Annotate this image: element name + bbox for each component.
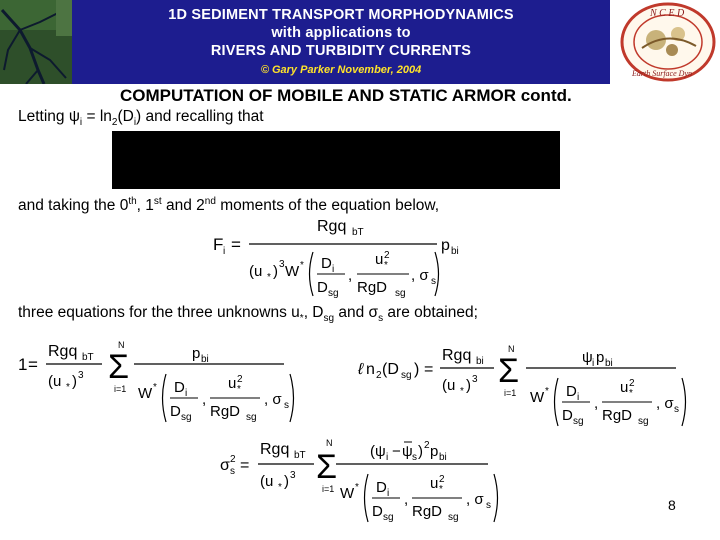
svg-text:, σ: , σ xyxy=(466,491,484,508)
svg-text:*: * xyxy=(267,272,271,283)
text-fragment: and xyxy=(334,304,369,321)
svg-text:): ) xyxy=(284,473,289,490)
subscript: * xyxy=(299,313,304,325)
svg-text:D: D xyxy=(562,407,573,424)
svg-text:u: u xyxy=(430,475,439,492)
svg-text:sg: sg xyxy=(328,288,339,298)
svg-text:): ) xyxy=(418,443,423,460)
svg-text:*: * xyxy=(384,260,388,271)
svg-text:=: = xyxy=(231,235,241,254)
svg-text:,: , xyxy=(404,491,409,508)
subscript: 2 xyxy=(111,117,118,129)
slide-title: COMPUTATION OF MOBILE AND STATIC ARMOR contd. xyxy=(120,86,572,105)
svg-text:W: W xyxy=(530,389,545,406)
svg-text:i: i xyxy=(185,388,188,399)
svg-text:ℓ: ℓ xyxy=(358,361,364,378)
unknowns-sentence xyxy=(18,304,478,324)
equation-fi xyxy=(205,212,470,298)
svg-text:=: = xyxy=(28,355,38,374)
svg-text:Σ: Σ xyxy=(316,448,338,486)
svg-text:, σ: , σ xyxy=(656,395,674,412)
text-fragment: (D xyxy=(117,108,134,125)
svg-text:sg: sg xyxy=(401,370,412,381)
nced-logo xyxy=(612,0,720,84)
text-fragment: and taking the 0 xyxy=(18,197,129,215)
svg-text:σ: σ xyxy=(220,457,230,474)
svg-text:i: i xyxy=(387,488,390,499)
svg-text:*: * xyxy=(355,482,359,493)
subscript: sg xyxy=(323,313,335,325)
svg-text:n: n xyxy=(366,361,375,378)
svg-text:RgD: RgD xyxy=(602,407,633,424)
svg-text:D: D xyxy=(317,279,328,296)
sigma-symbol: σ xyxy=(368,304,379,321)
svg-text:i: i xyxy=(332,264,335,275)
svg-text:u: u xyxy=(375,251,384,268)
text-fragment: are obtained; xyxy=(383,304,478,321)
svg-text:i: i xyxy=(386,452,389,463)
text-fragment: , 1 xyxy=(136,197,154,215)
svg-text:i: i xyxy=(223,246,226,257)
svg-text:N: N xyxy=(326,438,333,448)
svg-text:, σ: , σ xyxy=(264,391,282,408)
svg-text:1: 1 xyxy=(18,355,28,374)
svg-text:Rgq: Rgq xyxy=(260,441,290,458)
svg-text:2: 2 xyxy=(384,250,390,261)
svg-text:sg: sg xyxy=(395,288,406,298)
svg-text:): ) xyxy=(466,377,471,394)
svg-text:*: * xyxy=(545,386,549,397)
course-title-line3: RIVERS AND TURBIDITY CURRENTS xyxy=(210,43,472,59)
svg-text:bi: bi xyxy=(451,246,459,257)
svg-text:s: s xyxy=(431,276,436,287)
svg-text:*: * xyxy=(629,388,633,399)
svg-text:*: * xyxy=(237,384,241,395)
svg-text:N: N xyxy=(508,344,515,354)
svg-text:D: D xyxy=(321,255,332,272)
svg-text:ψ: ψ xyxy=(402,443,413,460)
svg-text:RgD: RgD xyxy=(210,403,241,420)
svg-text:p: p xyxy=(192,345,201,362)
page-number: 8 xyxy=(668,497,676,513)
svg-text:sg: sg xyxy=(448,512,459,523)
svg-text:p: p xyxy=(430,443,439,460)
svg-text:D: D xyxy=(566,383,577,400)
svg-text:*: * xyxy=(300,260,304,271)
svg-text:W: W xyxy=(340,485,355,502)
text-fragment: moments of the equation below, xyxy=(215,197,440,215)
svg-text:s: s xyxy=(284,400,289,411)
svg-text:3: 3 xyxy=(279,259,285,270)
svg-text:Rgq: Rgq xyxy=(317,218,347,235)
svg-text:*: * xyxy=(66,382,70,393)
text-fragment: Letting xyxy=(18,108,69,125)
text-fragment: ) and recalling that xyxy=(136,108,264,125)
delta-thumbnail-image xyxy=(0,0,72,84)
svg-text:(u: (u xyxy=(260,473,274,490)
svg-text:bi: bi xyxy=(605,358,613,369)
svg-text:sg: sg xyxy=(638,416,649,427)
svg-text:,: , xyxy=(594,395,599,412)
svg-text:*: * xyxy=(278,482,282,493)
svg-text:2: 2 xyxy=(424,440,430,451)
svg-text:D: D xyxy=(170,403,181,420)
svg-text:=: = xyxy=(424,361,434,378)
svg-text:(D: (D xyxy=(382,361,399,378)
svg-text:s: s xyxy=(412,452,417,463)
svg-text:D: D xyxy=(174,379,185,396)
equation-second-moment xyxy=(216,432,516,528)
svg-text:2: 2 xyxy=(376,370,382,381)
svg-text:u: u xyxy=(228,375,237,392)
svg-text:Σ: Σ xyxy=(498,352,520,390)
svg-text:(u: (u xyxy=(48,373,62,390)
svg-text:i=1: i=1 xyxy=(504,388,517,398)
svg-text:bi: bi xyxy=(476,356,484,367)
svg-text:sg: sg xyxy=(383,512,394,523)
logo-ring-text-top: N C E D xyxy=(650,8,685,19)
svg-text:,: , xyxy=(202,391,207,408)
svg-text:2: 2 xyxy=(230,454,236,465)
superscript: th xyxy=(128,196,137,207)
svg-text:,: , xyxy=(348,267,353,284)
svg-text:sg: sg xyxy=(246,412,257,423)
svg-text:bT: bT xyxy=(352,227,364,238)
svg-text:, σ: , σ xyxy=(411,267,429,284)
svg-text:(u: (u xyxy=(442,377,456,394)
logo-ring-text-bottom: Earth Surface Dyn xyxy=(632,69,692,78)
svg-text:): ) xyxy=(273,263,278,280)
svg-text:F: F xyxy=(213,235,224,254)
svg-text:*: * xyxy=(460,386,464,397)
letting-sentence xyxy=(18,108,264,128)
svg-text:i=1: i=1 xyxy=(114,384,127,394)
svg-text:*: * xyxy=(153,382,157,393)
svg-text:bi: bi xyxy=(201,354,209,365)
svg-text:3: 3 xyxy=(78,370,84,381)
svg-text:(u: (u xyxy=(249,263,263,280)
subscript: i xyxy=(133,117,137,129)
psi-symbol: ψ xyxy=(68,108,80,125)
svg-text:*: * xyxy=(439,484,443,495)
svg-text:Rgq: Rgq xyxy=(48,343,78,360)
svg-text:bi: bi xyxy=(439,452,447,463)
svg-text:): ) xyxy=(72,373,77,390)
svg-text:s: s xyxy=(674,404,679,415)
svg-text:RgD: RgD xyxy=(412,503,443,520)
svg-text:bT: bT xyxy=(294,450,306,461)
svg-text:3: 3 xyxy=(290,470,296,481)
superscript: nd xyxy=(204,196,216,207)
svg-text:s: s xyxy=(486,500,491,511)
svg-text:): ) xyxy=(414,361,420,378)
equation-zeroth-moment xyxy=(14,334,314,426)
svg-text:2: 2 xyxy=(237,374,243,385)
svg-text:(ψ: (ψ xyxy=(370,443,386,460)
svg-text:p: p xyxy=(596,349,605,366)
equation-first-moment xyxy=(354,338,690,430)
svg-text:p: p xyxy=(441,237,450,254)
svg-text:u: u xyxy=(620,379,629,396)
svg-text:RgD: RgD xyxy=(357,279,388,296)
svg-text:2: 2 xyxy=(629,378,635,389)
svg-text:Rgq: Rgq xyxy=(442,347,472,364)
svg-text:bT: bT xyxy=(82,352,94,363)
text-fragment: three equations for the three unknowns u xyxy=(18,304,300,321)
svg-text:−: − xyxy=(392,443,401,460)
course-title-line2: with applications to xyxy=(271,25,411,41)
svg-text:N: N xyxy=(118,340,125,350)
svg-text:D: D xyxy=(376,479,387,496)
superscript: st xyxy=(153,196,162,207)
text-fragment: = ln xyxy=(82,108,112,125)
svg-text:i: i xyxy=(577,392,580,403)
subscript: i xyxy=(79,117,83,129)
course-title-line1: 1D SEDIMENT TRANSPORT MORPHODYNAMICS xyxy=(168,7,514,23)
svg-text:Σ: Σ xyxy=(108,348,130,386)
svg-text:=: = xyxy=(240,457,250,474)
svg-text:ψ: ψ xyxy=(582,349,593,366)
svg-text:sg: sg xyxy=(573,416,584,427)
svg-text:i: i xyxy=(592,358,595,369)
subscript: s xyxy=(378,313,384,325)
svg-text:i=1: i=1 xyxy=(322,484,335,494)
svg-text:D: D xyxy=(372,503,383,520)
svg-text:sg: sg xyxy=(181,412,192,423)
text-fragment: , D xyxy=(303,304,324,321)
svg-text:2: 2 xyxy=(439,474,445,485)
svg-text:s: s xyxy=(230,466,235,477)
copyright-notice: © Gary Parker November, 2004 xyxy=(260,64,422,76)
svg-text:3: 3 xyxy=(472,374,478,385)
svg-text:W: W xyxy=(285,263,300,280)
text-fragment: and 2 xyxy=(161,197,205,215)
redacted-equation-box xyxy=(112,131,560,189)
svg-text:W: W xyxy=(138,385,153,402)
